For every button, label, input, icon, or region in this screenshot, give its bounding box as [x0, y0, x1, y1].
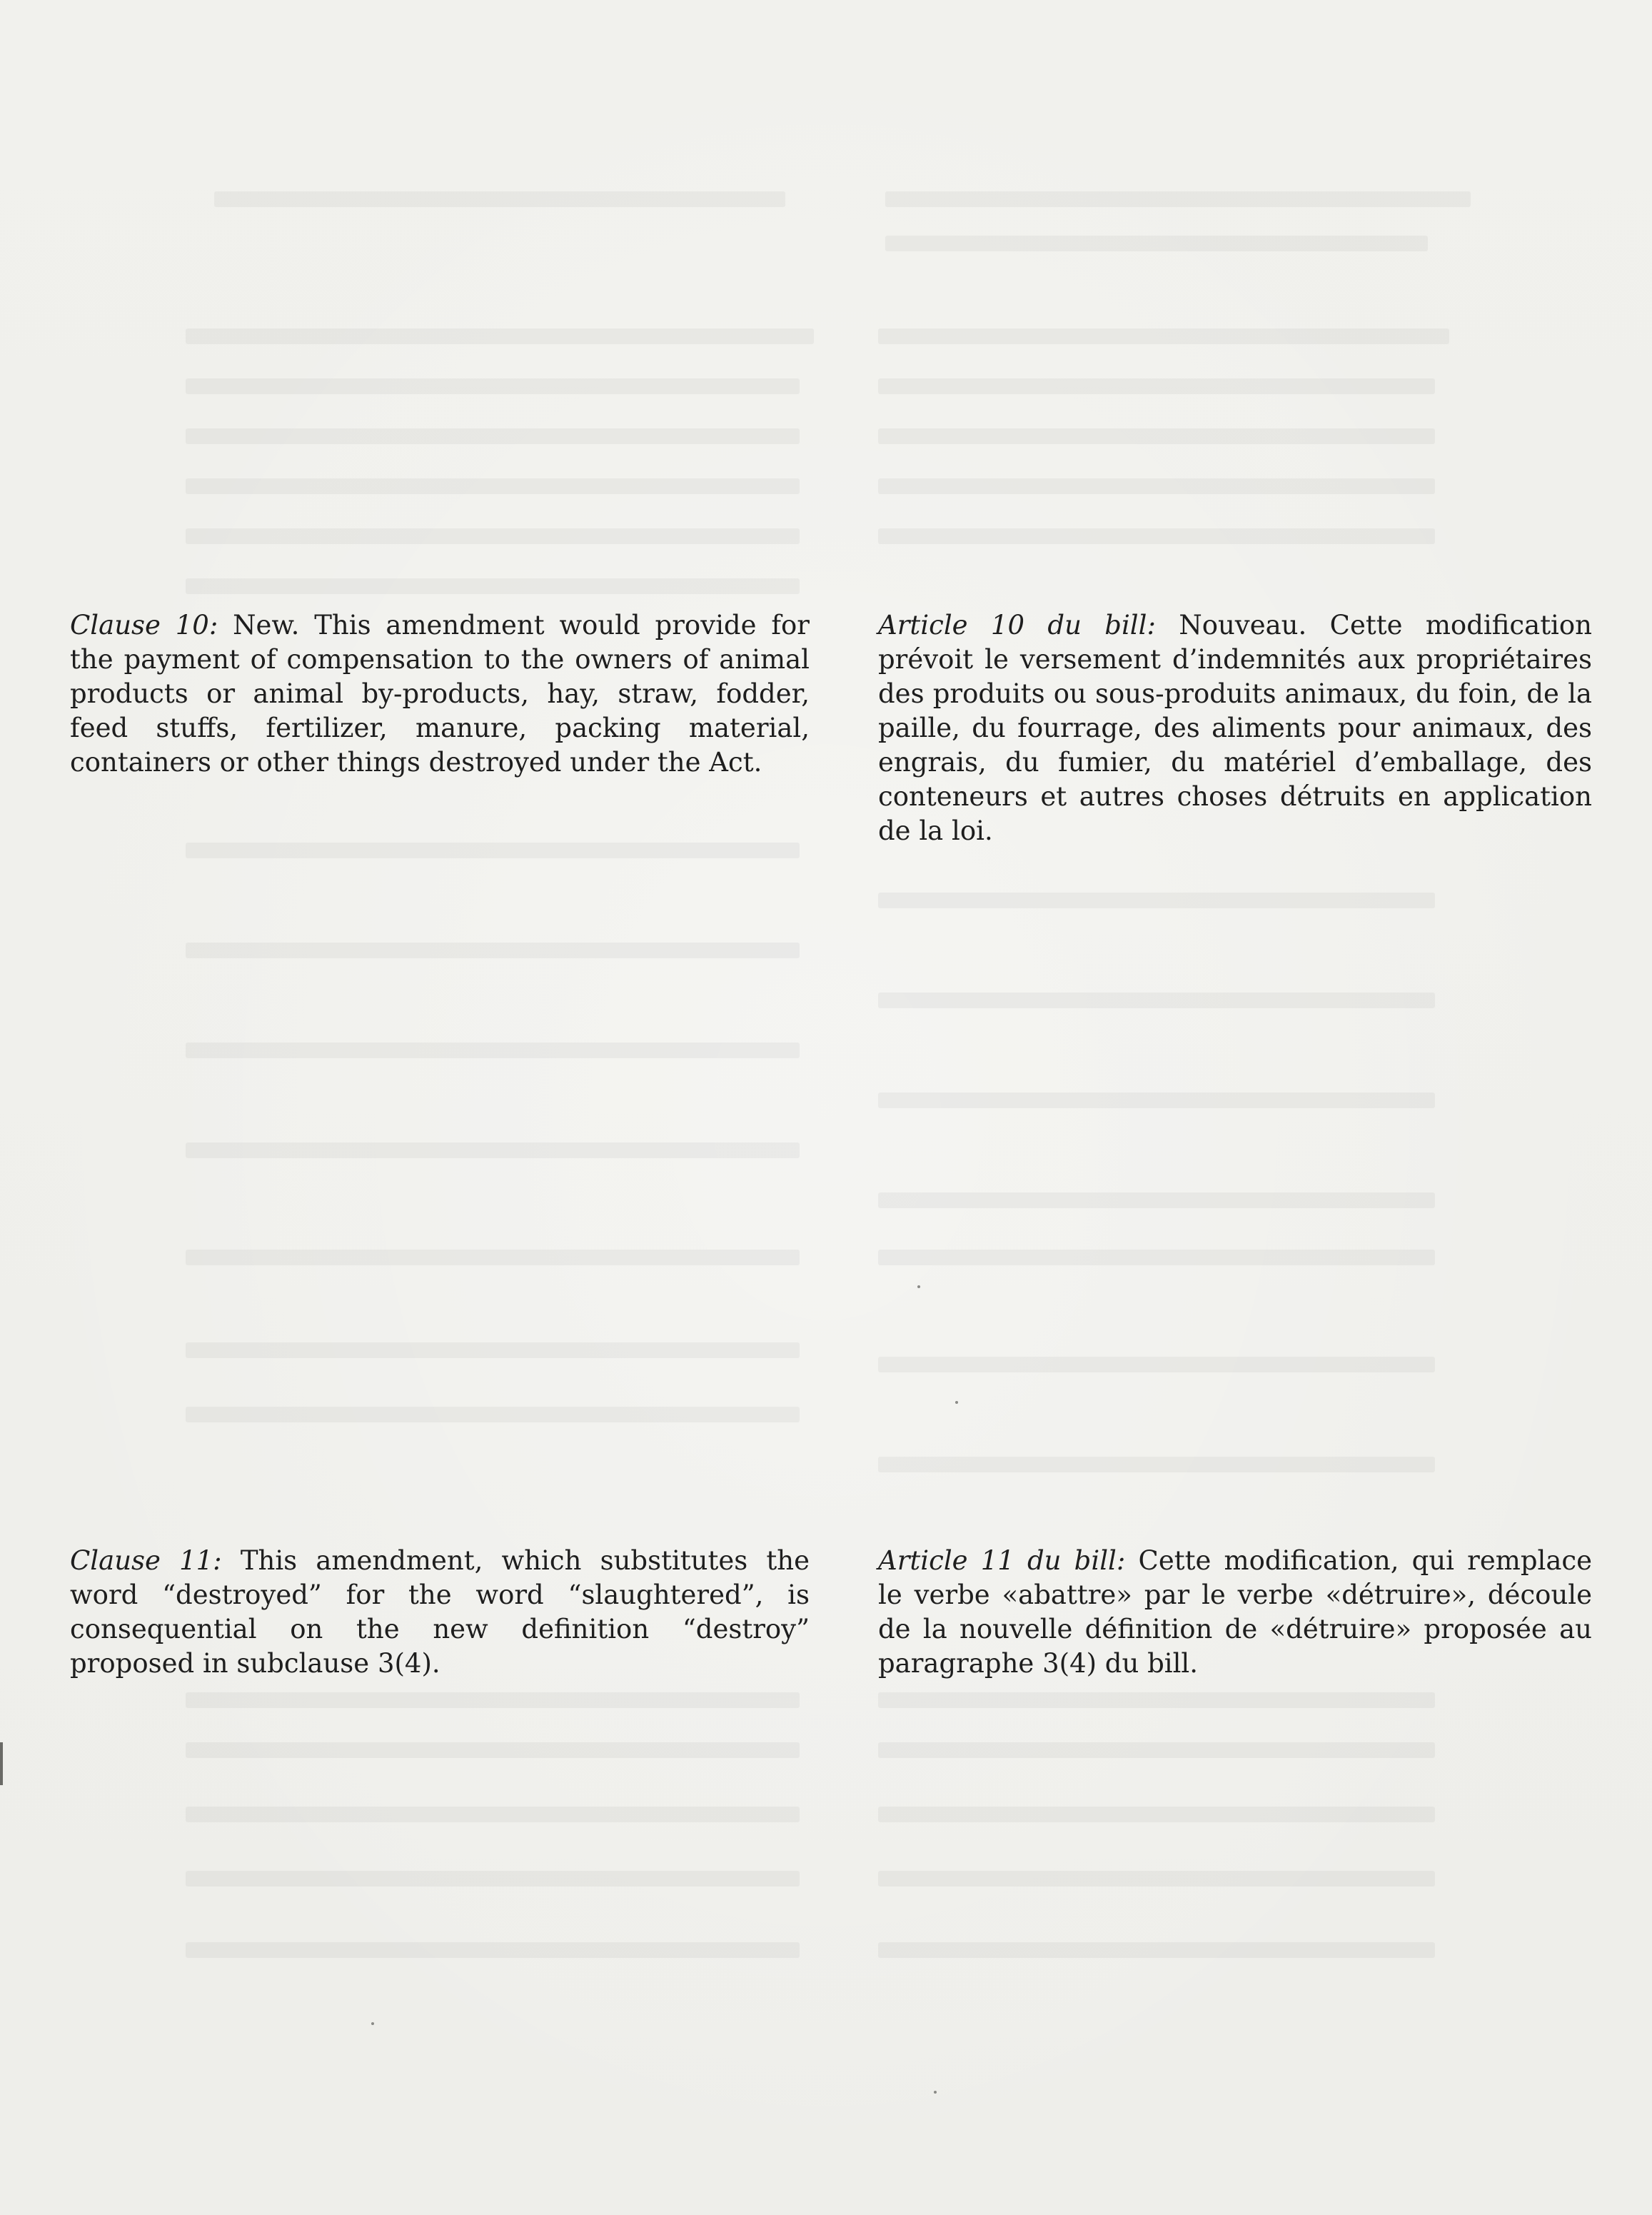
show-through-line [186, 843, 800, 858]
clause-11-english-label: Clause 11: [70, 1545, 222, 1576]
show-through-line [878, 1250, 1435, 1265]
clause-10-french-label: Article 10 du bill: [878, 610, 1156, 641]
show-through-line [878, 528, 1435, 544]
show-through-line [878, 893, 1435, 908]
show-through-line [878, 1192, 1435, 1208]
show-through-line [186, 378, 800, 394]
show-through-line [878, 993, 1435, 1008]
show-through-line [214, 191, 785, 207]
speck [371, 2022, 374, 2025]
show-through-line [186, 943, 800, 958]
clause-11-french-text: Cette modification, qui remplace le verbe «abattre» par le verbe «détruire», découle de la nouvelle définition de «détruire» proposée au paragraphe 3(4) du bill. [878, 1545, 1593, 1679]
speck [917, 1285, 920, 1288]
show-through-line [878, 428, 1435, 444]
show-through-line [186, 1942, 800, 1958]
show-through-line [878, 478, 1435, 494]
show-through-line [878, 1457, 1435, 1472]
show-through-line [186, 478, 800, 494]
show-through-line [878, 1692, 1435, 1708]
show-through-line [186, 1342, 800, 1358]
show-through-line [186, 1807, 800, 1822]
clause-11-french-note [878, 1544, 1592, 1681]
page-edge-mark [0, 1742, 3, 1785]
clause-10-french-text: Nouveau. Cette modification prévoit le versement d’indemnités aux propriétaires des produits ou sous-produits animaux, du foin, de la paille, du fourrage, des aliments pour animaux, des engrais, du fumier, du matériel d’emballage, des conteneurs et autres choses détruits en application de la loi. [878, 610, 1592, 846]
show-through-line [186, 1742, 800, 1758]
show-through-line [878, 1871, 1435, 1887]
show-through-line [878, 1742, 1435, 1758]
speck [955, 1401, 958, 1404]
clause-10-english-note [70, 608, 810, 780]
show-through-line [878, 378, 1435, 394]
show-through-line [878, 328, 1449, 344]
show-through-line [878, 1942, 1435, 1958]
show-through-line [885, 236, 1428, 251]
show-through-line [186, 1250, 800, 1265]
clause-11-english-note [70, 1544, 810, 1681]
clause-10-english-text: New. This amendment would provide for the payment of compensation to the owners of animal products or animal by-products, hay, straw, fodder, feed stuffs, fertilizer, manure, packing material, containers or other things destroyed under the Act. [70, 610, 810, 778]
show-through-line [186, 1043, 800, 1058]
speck [934, 2091, 937, 2094]
show-through-line [878, 1807, 1435, 1822]
show-through-line [186, 428, 800, 444]
show-through-line [186, 1407, 800, 1422]
clause-10-french-note [878, 608, 1592, 848]
clause-11-french-label: Article 11 du bill: [878, 1545, 1126, 1576]
show-through-line [186, 328, 814, 344]
show-through-line [186, 528, 800, 544]
show-through-line [186, 1142, 800, 1158]
show-through-line [186, 578, 800, 594]
show-through-line [186, 1871, 800, 1887]
show-through-line [885, 191, 1471, 207]
clause-10-english-label: Clause 10: [70, 610, 218, 641]
show-through-line [186, 1692, 800, 1708]
show-through-line [878, 1093, 1435, 1108]
show-through-line [878, 1357, 1435, 1372]
clause-11-english-text: This amendment, which substitutes the word “destroyed” for the word “slaughtered”, is consequential on the new definition “destroy” proposed in subclause 3(4). [70, 1545, 810, 1679]
